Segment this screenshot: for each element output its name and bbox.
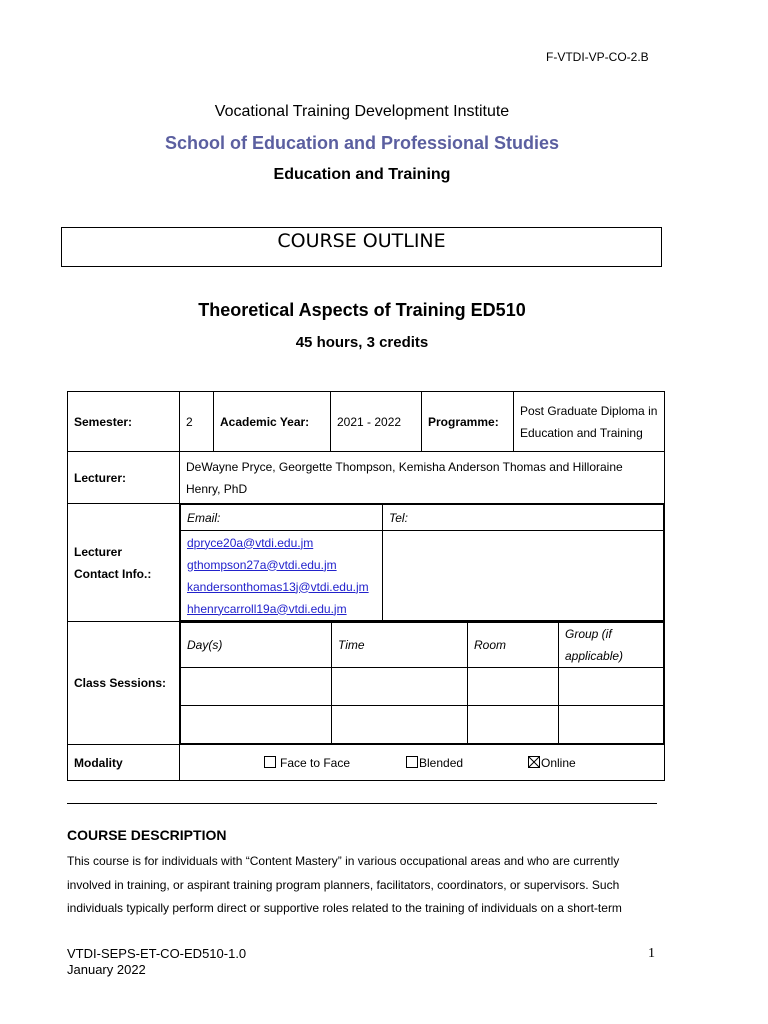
sessions-cell bbox=[181, 668, 332, 706]
section-divider bbox=[67, 803, 657, 804]
modality-blended[interactable] bbox=[406, 752, 528, 774]
sessions-header-group: Group (if applicable) bbox=[559, 623, 664, 668]
academic-year-label: Academic Year: bbox=[214, 392, 331, 452]
sessions-cell bbox=[559, 706, 664, 744]
modality-online-label: Online bbox=[541, 755, 576, 770]
sessions-header-time: Time bbox=[332, 623, 468, 668]
programme-label: Programme: bbox=[422, 392, 514, 452]
contact-info-grid bbox=[180, 504, 664, 621]
contact-info-cell bbox=[180, 504, 665, 622]
tel-label: Tel: bbox=[383, 505, 664, 531]
sessions-cell bbox=[559, 668, 664, 706]
page-number: 1 bbox=[648, 946, 655, 961]
class-sessions-grid bbox=[180, 622, 664, 744]
course-description-heading: COURSE DESCRIPTION bbox=[67, 827, 227, 843]
contact-label-line1: Lecturer bbox=[74, 544, 123, 559]
sessions-cell bbox=[181, 706, 332, 744]
course-info-table bbox=[67, 391, 665, 781]
modality-label: Modality bbox=[68, 745, 180, 781]
footer bbox=[67, 946, 246, 978]
lecturer-label: Lecturer: bbox=[68, 452, 180, 504]
course-description-text: This course is for individuals with “Content Mastery” in various occupational areas and who are currently involved in training, or aspirant training program planners, facilitators, coordinators, or supervisors. Such individuals typically perform direct or supportive roles related to the training of individuals on a short-term bbox=[67, 854, 622, 915]
tel-value bbox=[383, 531, 664, 621]
checkbox-icon[interactable] bbox=[264, 756, 276, 768]
course-hours: 45 hours, 3 credits bbox=[295, 334, 429, 351]
footer-doc-code: VTDI-SEPS-ET-CO-ED510-1.0 bbox=[67, 946, 247, 961]
contact-label-line2: Contact Info.: bbox=[74, 566, 152, 581]
modality-options bbox=[180, 745, 665, 781]
footer-date: January 2022 bbox=[67, 962, 146, 977]
programme-value: Post Graduate Diploma in Education and Training bbox=[514, 392, 665, 452]
sessions-cell bbox=[468, 706, 559, 744]
sessions-header-days: Day(s) bbox=[181, 623, 332, 668]
course-title: Theoretical Aspects of Training ED510 bbox=[198, 300, 526, 320]
semester-value: 2 bbox=[180, 392, 214, 452]
class-sessions-label: Class Sessions: bbox=[68, 622, 180, 745]
modality-blended-label: Blended bbox=[419, 755, 464, 770]
academic-year-value: 2021 - 2022 bbox=[331, 392, 422, 452]
contact-info-label bbox=[68, 504, 180, 622]
email-link[interactable]: kandersonthomas13j@vtdi.edu.jm bbox=[187, 579, 369, 594]
course-outline-banner: COURSE OUTLINE bbox=[61, 227, 662, 267]
sessions-header-room: Room bbox=[468, 623, 559, 668]
email-list bbox=[181, 531, 383, 621]
modality-online[interactable] bbox=[528, 752, 576, 774]
sessions-cell bbox=[332, 668, 468, 706]
form-code: F-VTDI-VP-CO-2.B bbox=[546, 50, 649, 64]
school-name: School of Education and Professional Studies bbox=[164, 133, 560, 153]
checkbox-icon[interactable] bbox=[406, 756, 418, 768]
class-sessions-cell bbox=[180, 622, 665, 745]
sessions-cell bbox=[332, 706, 468, 744]
department-name: Education and Training bbox=[273, 166, 451, 183]
email-link[interactable]: dpryce20a@vtdi.edu.jm bbox=[187, 535, 314, 550]
checkbox-checked-icon[interactable] bbox=[528, 756, 540, 768]
semester-label: Semester: bbox=[68, 392, 180, 452]
modality-face-to-face-label: Face to Face bbox=[280, 755, 351, 770]
lecturer-names: DeWayne Pryce, Georgette Thompson, Kemisha Anderson Thomas and Hilloraine Henry, PhD bbox=[180, 452, 665, 504]
email-link[interactable]: hhenrycarroll19a@vtdi.edu.jm bbox=[187, 601, 347, 616]
email-label: Email: bbox=[181, 505, 383, 531]
institute-name: Vocational Training Development Institute bbox=[214, 103, 510, 120]
email-link[interactable]: gthompson27a@vtdi.edu.jm bbox=[187, 557, 337, 572]
sessions-cell bbox=[468, 668, 559, 706]
modality-face-to-face[interactable] bbox=[264, 752, 406, 774]
